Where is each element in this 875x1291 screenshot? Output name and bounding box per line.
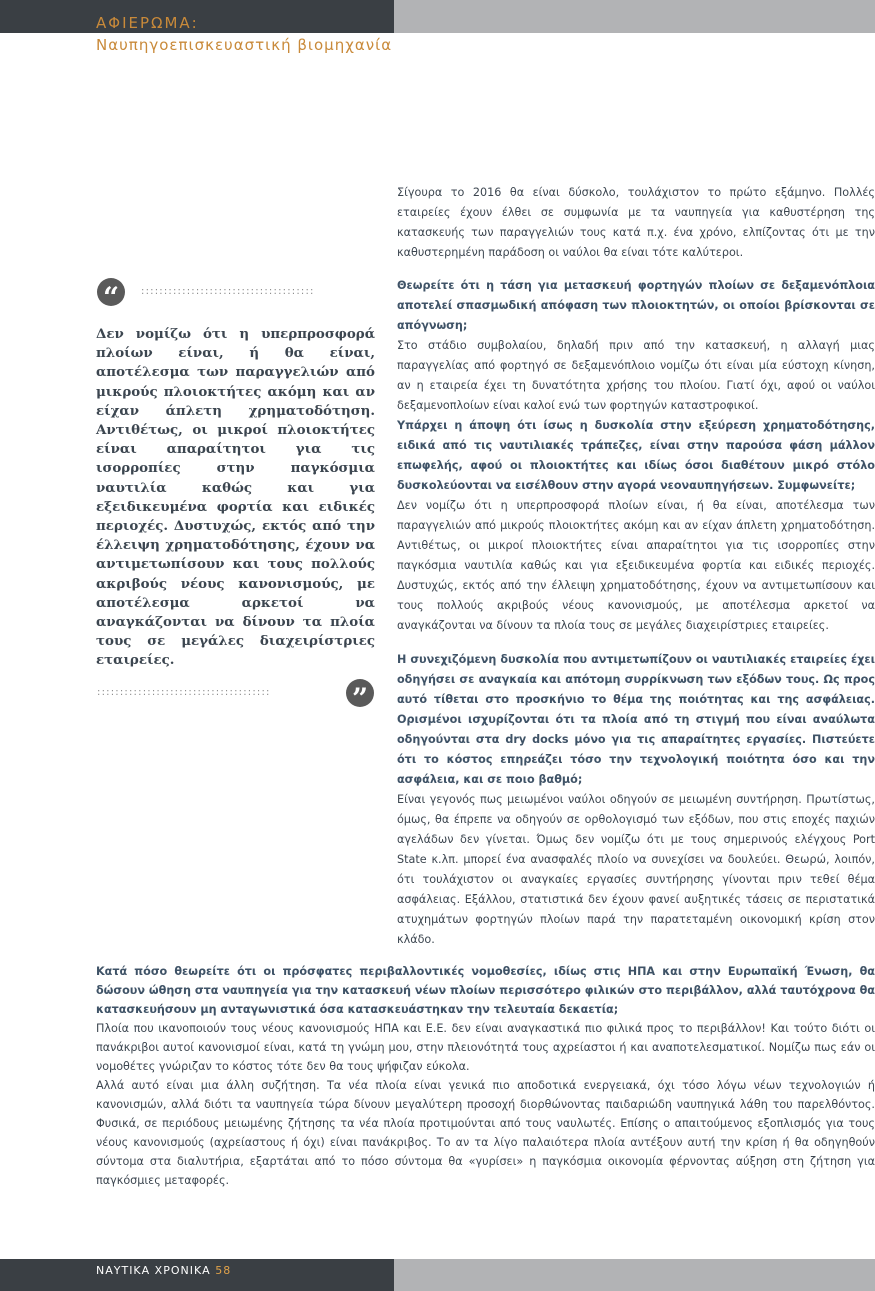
section-subtitle: Ναυπηγοεπισκευαστική βιομηχανία bbox=[96, 36, 393, 54]
intro-paragraph bbox=[397, 183, 875, 263]
bottom-section bbox=[96, 962, 875, 1190]
question-2: Υπάρχει η άποψη ότι ίσως η δυσκολία στην εξεύρεση χρηματοδότησης, ειδικά από τις ναυτιλιακές τράπεζες, είναι στην παρούσα φάση μάλλον επωφελής, αφού οι πλοιοκτήτες και ιδίως όσοι διαθέτουν μικρό στόλο δυσκολεύονται να εισέλθουν στην αγορά νεοναυπηγήσεων. Συμφωνείτε; bbox=[397, 419, 875, 492]
answer-1: Στο στάδιο συμβολαίου, δηλαδή πριν από την κατασκευή, η αλλαγή μιας παραγγελίας από φορτηγό σε δεξαμενόπλοιο νομίζω ότι είναι μία εύστοχη κίνηση, αν η εταιρεία έχει τη δυνατότητα χρήσης του πλοίου. Γιατί όχι, αφού οι ναύλοι δεξαμενοπλοίων είναι καλοί ενώ των φορτηγών καταστροφικοί. bbox=[397, 339, 875, 412]
header-grey-bar bbox=[394, 0, 875, 33]
answer-4a: Πλοία που ικανοποιούν τους νέους κανονισμούς ΗΠΑ και Ε.Ε. δεν είναι αναγκαστικά πιο φιλικά προς το περιβάλλον! Και τούτο διότι οι πανάκριβοι αυτοί κανονισμοί είναι, κατά τη γνώμη μου, στην πλειονότητά τους αχρείαστοι ή και αναποτελεσματικοί. Νομίζω πως εάν οι νομοθέτες γνώριζαν το κόστος τότε δεν θα τους ψήφιζαν εύκολα. bbox=[96, 1022, 875, 1073]
footer-grey-bar bbox=[394, 1259, 875, 1291]
answer-3: Είναι γεγονός πως μειωμένοι ναύλοι οδηγούν σε μειωμένη συντήρηση. Πρωτίστως, όμως, θα έπρεπε να οδηγούν σε ορθολογισμό των εξόδων, που στις εποχές παχιών αγελάδων δεν γίνεται. Όμως δεν νομίζω ότι με τους σημερινούς ελέγχους Port State κ.λπ. μπορεί ένα ανασφαλές πλοίο να συνεχίσει να δουλεύει. Θεωρώ, λοιπόν, ότι τουλάχιστον οι αναγκαίες εργασίες συντήρησης γίνονται πριν τεθεί θέμα ασφάλειας. Εξάλλου, στατιστικά δεν έχουν φανεί αυξητικές τάσεις σε περιστατικά ατυχημάτων φορτηγών πλοίων παρά την παρατεταμένη οικονομική κρίση στον κλάδο. bbox=[397, 793, 875, 946]
close-quote-icon: ” bbox=[346, 679, 374, 707]
footer-label bbox=[96, 1264, 231, 1277]
section-title: ΑΦΙΕΡΩΜΑ: bbox=[96, 14, 199, 32]
open-quote-icon: “ bbox=[97, 278, 125, 306]
pullquote-bottom-dots: :::::::::::::::::::::::::::::::::::::: bbox=[97, 687, 271, 698]
answer-2: Δεν νομίζω ότι η υπερπροσφορά πλοίων είναι, ή θα είναι, αποτέλεσμα των παραγγελιών από μικρούς πλοιοκτήτες ακόμη και αν είχαν άπλετη χρηματοδότηση. Αντιθέτως, οι μικροί πλοιοκτήτες είναι απαραίτητοι για τις ισορροπίες στην παγκόσμια ναυτιλία καθώς και για εξειδικευμένα φορτία και ειδικές περιοχές. Δυστυχώς, εκτός από την έλλειψη χρηματοδότησης, έχουν να αντιμετωπίσουν και τους πολλούς ακριβούς νέους κανονισμούς, με αποτέλεσμα αρκετοί να αναγκάζονται να δίνουν τα πλοία τους σε μεγάλες διαχειρίστριες εταιρείες. bbox=[397, 499, 875, 632]
question-1: Θεωρείτε ότι η τάση για μετασκευή φορτηγών πλοίων σε δεξαμενόπλοια αποτελεί σπασμωδική απόφαση των πλοιοκτητών, οι οποίοι βρίσκονται σε απόγνωση; bbox=[397, 279, 875, 332]
question-3: Η συνεχιζόμενη δυσκολία που αντιμετωπίζουν οι ναυτιλιακές εταιρείες έχει οδηγήσει σε αναγκαία και απότομη συρρίκνωση των εξόδων τους. Ως προς αυτό τίθεται στο προσκήνιο το θέμα της ποιότητας και της ασφάλειας. Ορισμένοι ισχυρίζονται ότι τα πλοία από τη στιγμή που είναι αναύλωτα οδηγούνται στα dry docks μόνο για τις απαραίτητες εργασίες. Πιστεύετε ότι το κόστος επηρεάζει τόσο την τεχνολογική ποιότητα όσο και την ασφάλεια, και σε ποιο βαθμό; bbox=[397, 653, 875, 786]
page-number: 58 bbox=[215, 1264, 232, 1277]
pullquote-top-dots: :::::::::::::::::::::::::::::::::::::: bbox=[141, 286, 315, 297]
pullquote-text: Δεν νομίζω ότι η υπερπροσφορά πλοίων είναι, ή θα είναι, αποτέλεσμα των παραγγελιών από μικρούς πλοιοκτήτες ακόμη και αν είχαν άπλετη χρηματοδότηση. Αντιθέτως, οι μικροί πλοιοκτήτες είναι απαραίτητοι για τις ισορροπίες στην παγκόσμια ναυτιλία καθώς και για εξειδικευμένα φορτία και ειδικές περιοχές. Δυστυχώς, εκτός από την έλλειψη χρηματοδότησης, έχουν να αντιμετωπίσουν και τους πολλούς ακριβούς νέους κανονισμούς, με αποτέλεσμα αρκετοί να αναγκάζονται να δίνουν τα πλοία τους σε μεγάλες διαχειρίστριες εταιρείες. bbox=[96, 326, 375, 669]
answer-4b: Αλλά αυτό είναι μια άλλη συζήτηση. Τα νέα πλοία είναι γενικά πιο αποδοτικά ενεργειακά, όχι τόσο λόγω νέων τεχνολογιών ή κανονισμών, αλλά διότι τα ναυπηγεία τώρα δίνουν μεγαλύτερη προσοχή διορθώνοντας παιδαριώδη ναυπηγικά λάθη του παρελθόντος. Φυσικά, σε περιόδους μειωμένης ζήτησης τα νέα πλοία προτιμούνται από τους ναυλωτές. Επίσης ο απαιτούμενος εξοπλισμός για τους νέους κανονισμούς (αχρείαστους ή όχι) είναι πανάκριβος. Το αν τα λίγο παλαιότερα πλοία αντέξουν αυτή την κρίση ή θα οδηγηθούν σύντομα στα διαλυτήρια, εξαρτάται από το πόσο σύντομα θα «γυρίσει» η παγκόσμια οικονομία φέρνοντας αύξηση στη ζήτηση για παγκόσμιες μεταφορές. bbox=[96, 1079, 875, 1187]
qa-section-1 bbox=[397, 276, 875, 636]
magazine-name: ΝΑΥΤΙΚΑ ΧΡΟΝΙΚΑ bbox=[96, 1264, 211, 1277]
intro-text: Σίγουρα το 2016 θα είναι δύσκολο, τουλάχιστον το πρώτο εξάμηνο. Πολλές εταιρείες έχουν έλθει σε συμφωνία με τα ναυπηγεία για καθυστέρηση της κατασκευής των παραγγελιών τους κατά π.χ. ένα χρόνο, ελπίζοντας ότι με την καθυστερημένη παράδοση οι ναύλοι θα είναι τότε καλύτεροι. bbox=[397, 186, 875, 259]
question-4: Κατά πόσο θεωρείτε ότι οι πρόσφατες περιβαλλοντικές νομοθεσίες, ιδίως στις ΗΠΑ και στην Ευρωπαϊκή Ένωση, θα δώσουν ώθηση στα ναυπηγεία για την κατασκευή νέων πλοίων περισσότερο φιλικών στο περιβάλλον, αλλά ταυτόχρονα θα κατασκευήσουν μη ανταγωνιστικά όσα κατασκευάστηκαν την τελευταία δεκαετία; bbox=[96, 965, 875, 1016]
qa-section-2 bbox=[397, 650, 875, 950]
